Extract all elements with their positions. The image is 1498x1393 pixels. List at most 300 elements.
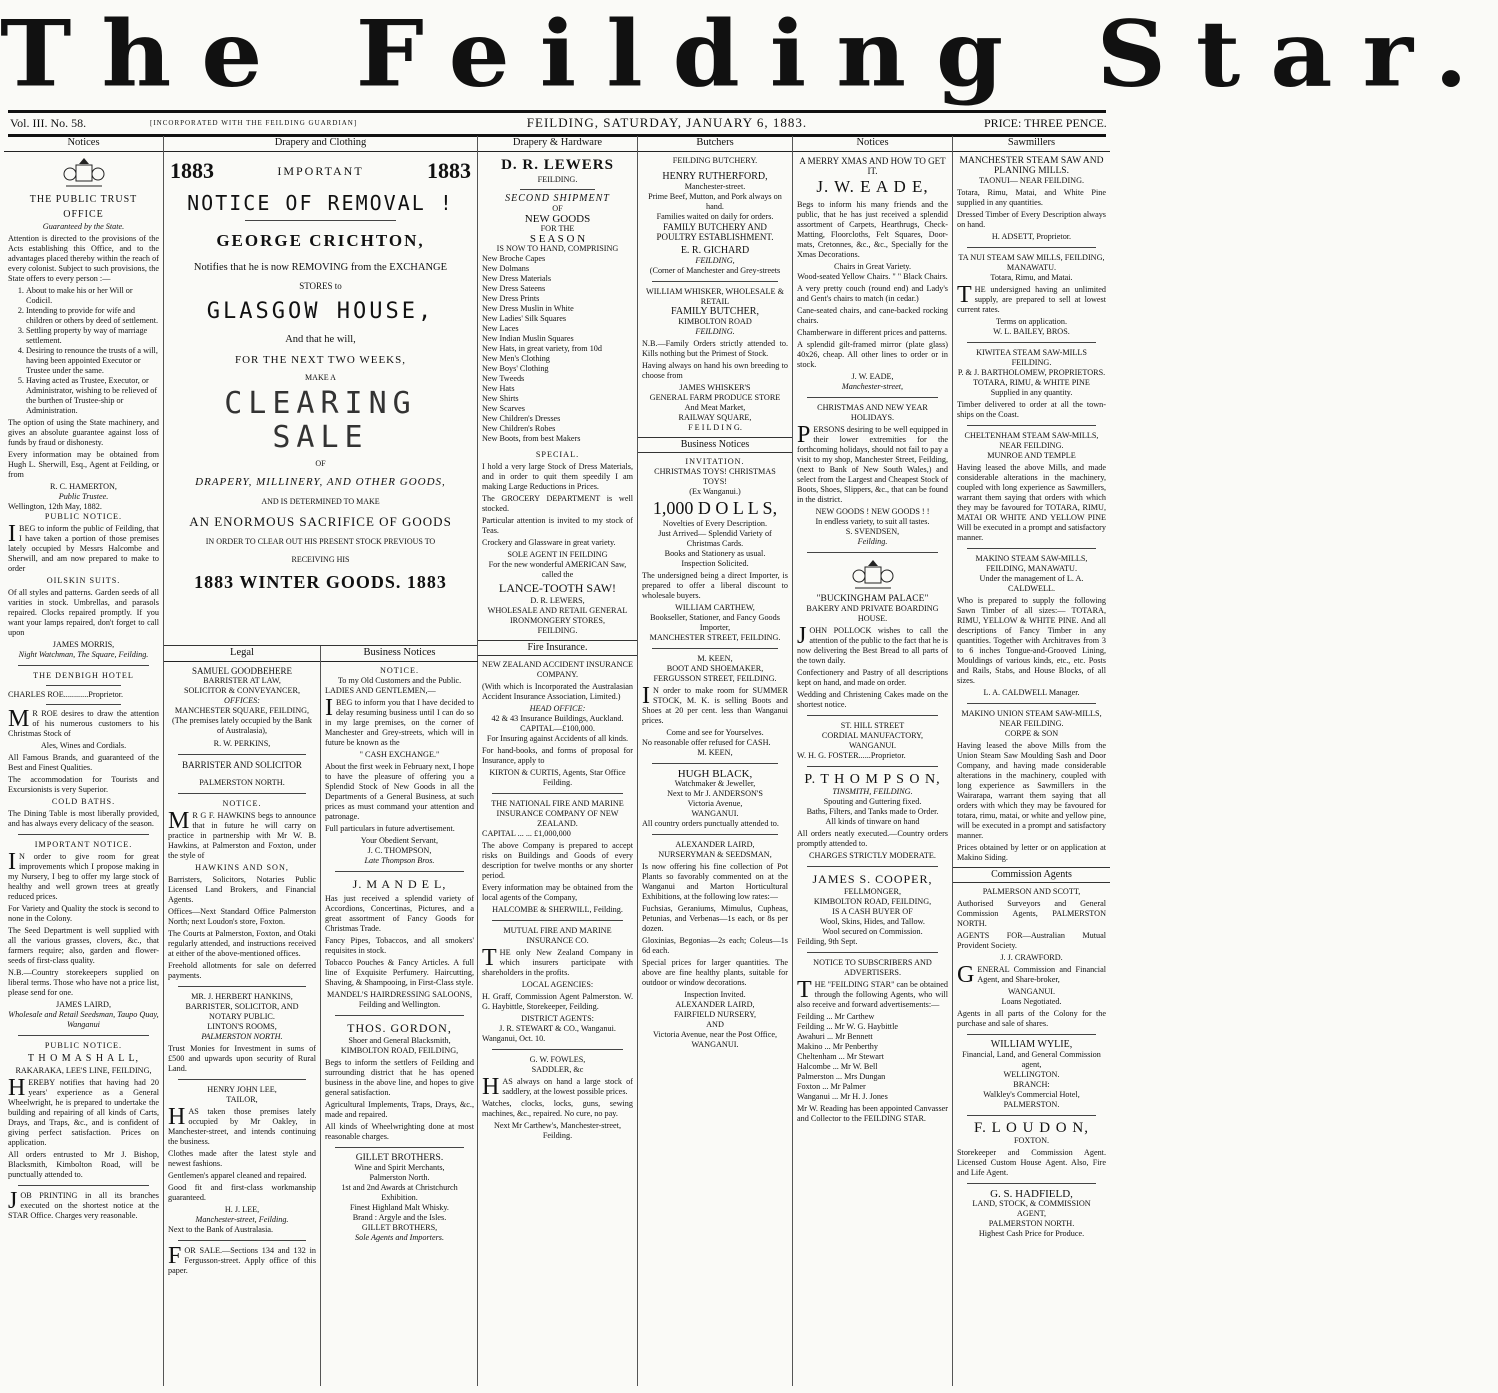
lee-next: Next to the Bank of Australasia. xyxy=(168,1225,274,1234)
receiving: RECEIVING HIS xyxy=(291,555,350,564)
dateline xyxy=(10,114,1107,132)
year-right: 1883 xyxy=(426,158,471,183)
kiwitea-timber: TOTARA, RIMU, & WHITE PINE xyxy=(973,378,1090,387)
mandel-name: J. M A N D E L, xyxy=(352,877,447,891)
hadfield-town: PALMERSTON NORTH. xyxy=(988,1219,1075,1228)
foster-proprietor: W. H. G. FOSTER......Proprietor. xyxy=(797,751,906,760)
hankins-title: BARRISTER, SOLICITOR, AND NOTARY PUBLIC. xyxy=(185,1002,299,1021)
subscribers-text: THE "FEILDING STAR" can be obtained through the following Agents, who will also receive and forward advertisements:— xyxy=(797,977,948,1009)
list-item: New Children's Dresses xyxy=(482,414,561,423)
invitation: INVITATION. xyxy=(685,457,745,466)
legal-section xyxy=(164,646,321,1386)
laird-signature-title: Wholesale and Retail Seedsman, Taupo Quay, Wanganui xyxy=(8,1010,159,1029)
wylie-text: Financial, Land, and General Commission agent, xyxy=(962,1050,1101,1069)
corpe-son: CORPE & SON xyxy=(1004,729,1059,738)
palmerson-text: Authorised Surveyors and General Commission Agents, PALMERSTON NORTH. xyxy=(957,899,1106,928)
christmas-toys: CHRISTMAS TOYS! CHRISTMAS TOYS! xyxy=(654,467,776,486)
hotel-ales: Ales, Wines and Cordials. xyxy=(40,741,127,750)
crichton-advert xyxy=(164,136,477,646)
hotel-proprietor: CHARLES ROE............Proprietor. xyxy=(8,690,124,699)
pollock-text: JOHN POLLOCK wishes to call the attention of the public to the fact that he is now delivering the Best Bread to all parts of the town daily. xyxy=(797,623,948,665)
public-notice-more: Of all styles and patterns. Garden seeds of all varities in stock. Umbrellas, and parasols repaired. Clocks repaired promptly. If you want your lamps repaired, don't forget to call upon xyxy=(8,588,159,637)
loudon-town: FOXTON. xyxy=(1013,1136,1050,1145)
laird-text: Is now offering his fine collection of Pot Plants so favorably commented on at the Wanganui and Marton Horticultural Exhibitions, at the following low rates:— xyxy=(642,862,788,901)
wedding-cakes: Wedding and Christening Cakes made on the shortest notice. xyxy=(797,690,948,709)
gordon-road: KIMBOLTON ROAD, FEILDING, xyxy=(340,1046,459,1055)
laird-address: Victoria Avenue, near the Post Office, xyxy=(652,1030,778,1039)
gordon-text: Begs to inform the settlers of Feilding and surrounding district that he has opened business in the above line, and hopes to give general satisfaction. xyxy=(325,1058,474,1097)
manchester-mills: MANCHESTER STEAM SAW AND PLANING MILLS. xyxy=(959,156,1104,176)
rutherford-street: Manchester-street. xyxy=(684,182,746,191)
of-label: OF xyxy=(552,204,563,213)
hotel-title: THE DENBIGH HOTEL xyxy=(33,671,134,680)
feilding-butchery: FEILDING BUTCHERY. xyxy=(672,156,758,165)
perkins-name: R. W. PERKINS, xyxy=(213,739,271,748)
masthead-rule xyxy=(8,110,1106,113)
manchester-location: TAONUI— NEAR FEILDING. xyxy=(978,176,1085,185)
makino-union-prices: Prices obtained by letter or on application at Makino Siding. xyxy=(957,843,1106,862)
pto-option: The option of using the State machinery, and gives an absolute guarantee against loss of funds by fraud or dishonesty. xyxy=(8,418,159,447)
cheltenham-mills: CHELTENHAM STEAM SAW-MILLS, NEAR FEILDING. xyxy=(964,431,1099,450)
gillet-wine: Wine and Spirit Merchants, xyxy=(354,1163,445,1172)
business-text-2: About the first week in February next, I hope to have the pleasure of offering you a Splendid Stock of New Goods in all the Departments of a General Business, at such prices as must command your attention and patronage. xyxy=(325,762,474,821)
hankins-trust: Trust Monies for Investment in sums of £500 and upwards upon security of Rural Land. xyxy=(168,1044,316,1073)
volume-number: Vol. III. No. 58. xyxy=(10,115,87,130)
thomas-hall-text: HEREBY notifies that having had 20 years' experience as a General Wheelwright, he is prepared to undertake the building and repairing of all kinds of Carts, Drays, and Traps, &c., and is confident of giving perfect satisfaction. Prices on application. xyxy=(8,1075,159,1147)
of-label: OF xyxy=(315,459,326,468)
list-item: New Shirts xyxy=(482,394,519,403)
year-left: 1883 xyxy=(170,158,214,183)
list-item: Wanganui ... Mr H. J. Jones xyxy=(797,1092,888,1101)
palmerson-scott: PALMERSON AND SCOTT, xyxy=(982,887,1081,896)
stores-to: STORES to xyxy=(299,281,342,291)
hotel-text: MR ROE desires to draw the attention of his numerous customers to his Christmas Stock of xyxy=(8,706,159,738)
black-avenue: Victoria Avenue, xyxy=(687,799,743,808)
sole-agent-2: For the new wonderful AMERICAN Saw, called the xyxy=(488,560,627,579)
gillet-awards: 1st and 2nd Awards at Christchurch Exhibition. xyxy=(341,1183,458,1202)
pto-list xyxy=(26,286,159,416)
laird-title: NURSERYMAN & SEEDSMAN, xyxy=(658,850,772,859)
gillet-name: GILLET BROTHERS. xyxy=(355,1153,444,1163)
tinsmith-title: TINSMITH, FEILDING. xyxy=(832,787,913,796)
carthew-name: WILLIAM CARTHEW, xyxy=(675,603,755,612)
list-item: New Hats xyxy=(482,384,515,393)
crawford-loans: Loans Negotiated. xyxy=(1001,997,1062,1006)
adsett-signature: H. ADSETT, Proprietor. xyxy=(991,232,1072,241)
pto-info: Every information may be obtained from Hugh L. Sherwill, Esq., Agent at Feilding, or from xyxy=(8,450,159,479)
eade-signature: J. W. EADE, xyxy=(851,372,894,381)
nz-accident-title: NEW ZEALAND ACCIDENT INSURANCE COMPANY. xyxy=(482,660,633,679)
gillet-brand: Brand : Argyle and the Isles. xyxy=(352,1213,447,1222)
newspaper-title: The Feilding Star. xyxy=(0,0,1498,108)
section-heading: Drapery & Hardware xyxy=(478,136,637,152)
enormous-sacrifice: AN ENORMOUS SACRIFICE OF GOODS xyxy=(189,514,452,529)
st-hill-street: ST. HILL STREET xyxy=(840,721,905,730)
fowles-title: SADDLER, &c xyxy=(531,1065,584,1074)
determined: AND IS DETERMINED TO MAKE xyxy=(261,497,380,506)
thompson-late: Late Thompson Bros. xyxy=(364,856,435,865)
nz-head-office: HEAD OFFICE: xyxy=(529,704,586,713)
issue-price: PRICE: THREE PENCE. xyxy=(984,115,1107,130)
fowles-name: G. W. FOWLES, xyxy=(529,1055,586,1064)
makino-text: Who is prepared to supply the following Sawn Timber of all sizes:— TOTARA, RIMU, YELLOW & WHITE PINE. And all descriptions of Fancy Timber in any quantities. Together with Architraves from 3 to 6 inches Tongue-and-Grooved Lining, Mouldings of various kinds, etc., etc. Posts and Rails, Stabs, and House Blocks, of all sizes. xyxy=(957,596,1106,685)
mutual-text: THE only New Zealand Company in which insurers participate with shareholders in the profits. xyxy=(482,945,633,977)
gichard-town: FEILDING, xyxy=(695,256,735,265)
nz-capital: CAPITAL—£100,000. xyxy=(520,724,595,733)
list-item: New Dress Sateens xyxy=(482,284,546,293)
hotel-accommodation: The accommodation for Tourists and Excursionists is very Superior. xyxy=(8,775,159,794)
hadfield-cash: Highest Cash Price for Produce. xyxy=(978,1229,1085,1238)
whisker-nb: N.B.—Family Orders strictly attended to. Kills nothing but the Primest of Stock. xyxy=(642,339,788,358)
list-item: New Broche Capes xyxy=(482,254,546,263)
public-notice-text: IBEG to inform the public of Feilding, that I have taken a portion of those premises lately occupied by Messrs Halcombe and Sherwill, and am now prepared to make to order xyxy=(8,521,159,573)
hadfield-text: LAND, STOCK, & COMMISSION AGENT, xyxy=(972,1199,1091,1218)
keen-refuse: No reasonable offer refused for CASH. xyxy=(642,738,771,747)
section-heading: Drapery and Clothing xyxy=(164,136,477,152)
gichard-corner: (Corner of Manchester and Grey-streets xyxy=(649,266,781,275)
hankins-rooms: LINTON'S ROOMS, xyxy=(207,1022,277,1031)
laird-gloxinias: Gloxinias, Begonias—2s each; Coleus—1s 6d each. xyxy=(642,936,788,955)
goodbehere-name: SAMUEL GOODBEHERE xyxy=(192,666,292,676)
pto-signature: R. C. HAMERTON, xyxy=(50,482,117,491)
gordon-agri: Agricultural Implements, Traps, Drays, &c., made and repaired. xyxy=(325,1100,474,1119)
black-title: Watchmaker & Jeweller, xyxy=(674,779,756,788)
pn-signature: JAMES MORRIS, xyxy=(52,640,115,649)
carthew-title: Bookseller, Stationer, and Fancy Goods Importer, xyxy=(650,613,780,632)
just-arrived: Just Arrived— Splendid Variety of Christmas Cards. xyxy=(658,529,772,548)
hawkins-courts: The Courts at Palmerston, Foxton, and Otaki regularly attended, and instructions received at either of the above-mentioned offices. xyxy=(168,929,316,958)
clear-out: IN ORDER TO CLEAR OUT HIS PRESENT STOCK PREVIOUS TO xyxy=(205,537,436,546)
black-name: HUGH BLACK, xyxy=(677,768,753,780)
whisker-having: Having always on hand his own breeding to choose from xyxy=(642,361,788,380)
drapery-line: DRAPERY, MILLINERY, AND OTHER GOODS, xyxy=(195,476,446,488)
fowles-watch: Watches, clocks, locks, guns, sewing machines, &c., repaired. No cure, no pay. xyxy=(482,1099,633,1118)
section-heading: Business Notices xyxy=(321,646,478,662)
cane: Cane-seated chairs, and cane-backed rocking chairs. xyxy=(797,306,948,325)
lewers-town: FEILDING. xyxy=(537,175,578,184)
farm-produce: GENERAL FARM PRODUCE STORE xyxy=(649,393,781,402)
pto-guarantee: Guaranteed by the State. xyxy=(42,222,125,231)
incorporated-note: [INCORPORATED WITH THE FEILDING GUARDIAN] xyxy=(150,119,358,127)
wool-skins: Wool, Skins, Hides, and Tallow. xyxy=(820,917,925,926)
goodbehere-solicitor: SOLICITOR & CONVEYANCER, xyxy=(183,686,301,695)
whisker-name: WILLIAM WHISKER, WHOLESALE & RETAIL xyxy=(646,287,784,306)
fowles-text: HAS always on hand a large stock of saddlery, at the lowest possible prices. xyxy=(482,1074,633,1100)
loudon-text: Storekeeper and Commission Agent. Licensed Custom House Agent. Also, Fire and Life Agent. xyxy=(957,1148,1106,1177)
important-seed: The Seed Department is well supplied with all the various grasses, clovers, &c., that farmers require; also, garden and flower-seeds of first-class quality. xyxy=(8,926,159,965)
crichton-name: GEORGE CRICHTON, xyxy=(216,231,425,250)
glasgow-house: GLASGOW HOUSE, xyxy=(206,299,435,324)
feilding-spaced: F E I L D I N G. xyxy=(688,423,742,432)
tanui-undersigned: THE undersigned having an unlimited supply, are prepared to sell at lowest current rates. xyxy=(957,282,1106,314)
important-nb: N.B.—Country storekeepers supplied on liberal terms. Those who have not a price list, please send for one. xyxy=(8,968,159,997)
crawford-agents: Agents in all parts of the Colony for the purchase and sale of shares. xyxy=(957,1009,1106,1028)
season: S E A S O N xyxy=(529,233,586,245)
black-orders: All country orders punctually attended to. xyxy=(642,819,779,828)
column-drapery-legal xyxy=(164,136,478,1386)
thompson-tinsmith: P. T H O M P S O N, xyxy=(804,772,941,787)
for-the: FOR THE xyxy=(540,224,575,233)
pto-text: Attention is directed to the provisions of the Acts establishing this Office, and to the advantages placed thereby within the reach of every colonist. Subject to such provisions, the State offers to every person :— xyxy=(8,234,159,283)
list-item: New Dolmans xyxy=(482,264,530,273)
national-agents: HALCOMBE & SHERWILL, Feilding. xyxy=(492,905,623,914)
pn-signature-title: Night Watchman, The Square, Feilding. xyxy=(18,650,149,659)
eade-street: Manchester-street, xyxy=(841,382,904,391)
list-item: Cheltenham ... Mr Stewart xyxy=(797,1052,884,1061)
column-notices xyxy=(4,136,164,1386)
mutual-agents: H. Graff, Commission Agent Palmerston. W. G. Haybittle, Storekeeper, Feilding. xyxy=(482,992,633,1011)
list-item: Makino ... Mr Penberthy xyxy=(797,1042,878,1051)
munroe-temple: MUNROE AND TEMPLE xyxy=(987,451,1076,460)
wylie-name: WILLIAM WYLIE, xyxy=(990,1039,1073,1050)
list-item: Halcombe ... Mr W. Bell xyxy=(797,1062,878,1071)
mutual-district-agents: J. R. STEWART & CO., Wanganui. xyxy=(499,1024,616,1033)
spouting: Spouting and Guttering fixed. xyxy=(823,797,922,806)
nz-for: For Insuring against Accidents of all kinds. xyxy=(486,734,629,743)
important-variety: For Variety and Quality the stock is second to none in the Colony. xyxy=(8,904,159,923)
list-item: 2. Intending to provide for wife and children or others by deed of settlement. xyxy=(26,306,159,326)
ex-wanganui: (Ex Wanganui.) xyxy=(689,487,741,496)
svendsen-town: Feilding. xyxy=(857,537,888,546)
kiwitea-delivered: Timber delivered to order at all the town-ships on the Coast. xyxy=(957,400,1106,419)
column-notices-2 xyxy=(793,136,953,1386)
laird-and: AND xyxy=(706,1020,724,1029)
laird-inspection: Inspection Invited. xyxy=(684,990,746,999)
goodbehere-premises: (The premises lately occupied by the Bank of Australasia), xyxy=(171,716,313,735)
nz-address: 42 & 43 Insurance Buildings, Auckland. xyxy=(491,714,624,723)
baths-text: The Dining Table is most liberally provided, and has always every delicacy of the season. xyxy=(8,809,159,828)
merry-xmas: A MERRY XMAS AND HOW TO GET IT. xyxy=(799,156,946,176)
gichard-name: E. R. GICHARD xyxy=(680,245,750,256)
loudon-name: F. L O U D O N, xyxy=(974,1120,1089,1136)
bailey-signature: W. L. BAILEY, BROS. xyxy=(993,327,1070,336)
sole-agent: SOLE AGENT IN FEILDING xyxy=(507,550,608,559)
gordon-name: THOS. GORDON, xyxy=(347,1021,452,1035)
families: Families waited on daily for orders. xyxy=(656,212,774,221)
list-item: 4. Desiring to renounce the trusts of a will, having been appointed Executor or Trustee under the same. xyxy=(26,346,159,376)
list-item: New Men's Clothing xyxy=(482,354,550,363)
goodbehere-offices: OFFICES: xyxy=(224,696,260,705)
mutual-local: LOCAL AGENCIES: xyxy=(521,980,594,989)
james-whisker: JAMES WHISKER'S xyxy=(679,383,751,392)
family-butchery: FAMILY BUTCHERY AND POULTRY ESTABLISHMENT. xyxy=(656,222,774,242)
obedient: Your Obedient Servant, xyxy=(360,836,439,845)
makino-union-mills: MAKINO UNION STEAM SAW-MILLS, NEAR FEILDING. xyxy=(961,709,1102,728)
makino-mills: MAKINO STEAM SAW-MILLS, FEILDING, MANAWATU. xyxy=(975,554,1088,573)
public-notice-title: PUBLIC NOTICE. xyxy=(44,512,123,521)
winter-goods: 1883 WINTER GOODS. 1883 xyxy=(194,572,447,592)
mandel-pipes: Fancy Pipes, Tobaccos, and all smokers' requisites in stock. xyxy=(325,936,474,955)
fowles-next: Next Mr Carthew's, Manchester-street, Feilding. xyxy=(493,1121,622,1140)
lee-name: HENRY JOHN LEE, xyxy=(207,1085,277,1094)
inspection: Inspection Solicited. xyxy=(681,559,749,568)
nz-agents: KIRTON & CURTIS, Agents, Star Office Feilding. xyxy=(489,768,626,787)
cordial-manufactory: CORDIAL MANUFACTORY, xyxy=(821,731,924,740)
perkins-title: BARRISTER AND SOLICITOR xyxy=(182,760,302,770)
list-item: Foxton ... Mr Palmer xyxy=(797,1082,866,1091)
keen-signature: M. KEEN, xyxy=(697,748,733,757)
laird-signature: JAMES LAIRD, xyxy=(55,1000,112,1009)
rutherford-name: HENRY RUTHERFORD, xyxy=(662,171,768,182)
public-notice-2-title: PUBLIC NOTICE. xyxy=(44,1041,123,1050)
chairs: Chairs in Great Variety. xyxy=(833,262,912,271)
dolls: 1,000 D O L L S, xyxy=(652,498,778,518)
list-item: 5. Having acted as Trustee, Executor, or Administrator, wishing to be relieved of the burthen of Trustee-ship or Administration. xyxy=(26,376,159,416)
couch: A very pretty couch (round end) and Lady's and Gent's chairs to match (in cedar.) xyxy=(797,284,948,303)
special-text: I hold a very large Stock of Dress Materials, and in order to quit them speedily I am making Large Reductions in Prices. xyxy=(482,462,633,491)
laird-signature: ALEXANDER LAIRD, xyxy=(675,1000,755,1009)
cooper-road: KIMBOLTON ROAD, FEILDING, xyxy=(813,897,932,906)
mutual-title: MUTUAL FIRE AND MARINE INSURANCE CO. xyxy=(503,926,612,945)
list-item: Palmerston ... Mrs Dungan xyxy=(797,1072,886,1081)
attention: Particular attention is invited to my stock of Teas. xyxy=(482,516,633,535)
list-item: New Boys' Clothing xyxy=(482,364,549,373)
manchester-dressed: Dressed Timber of Every Description always on hand. xyxy=(957,210,1106,229)
wool-commission: Wool secured on Commission. xyxy=(822,927,923,936)
thomas-hall-orders: All orders entrusted to Mr J. Bishop, Blacksmith, Kimbolton Road, will be punctually attended to. xyxy=(8,1150,159,1179)
for-sale: FOR SALE.—Sections 134 and 132 in Fergusson-street. Apply office of this paper. xyxy=(168,1243,316,1275)
list-item: 1. About to make his or her Will or Codicil. xyxy=(26,286,159,306)
notifies-text: Notifies that he is now REMOVING from the EXCHANGE xyxy=(193,262,448,273)
national-info: Every information may be obtained from the local agents of the Company, xyxy=(482,883,633,902)
eade-text: Begs to inform his many friends and the public, that he has just received a splendid assortment of Carpets, Hearthrugs, Check-Matting, Floorcloths, Felt Squares, Door-mats, Cretonnes, &c., &c., Specially for the Xmas Decorations. xyxy=(797,200,948,259)
important-notice-text: IN order to give room for great improvements which I propose making in my Nursery, I beg to offer my large stock of healthy and well grown trees at greatly reduced prices. xyxy=(8,849,159,901)
subscribers-notice: NOTICE TO SUBSCRIBERS AND ADVERTISERS. xyxy=(813,958,932,977)
masthead xyxy=(0,0,1498,108)
lee-signature: H. J. LEE, xyxy=(224,1205,260,1214)
wylie-branch: BRANCH: xyxy=(1013,1080,1050,1089)
hawkins-son: HAWKINS AND SON, xyxy=(195,863,289,872)
lewers-stores: WHOLESALE AND RETAIL GENERAL IRONMONGERY STORES, xyxy=(487,606,628,625)
list-item: New Children's Robes xyxy=(482,424,556,433)
whisker-town: FEILDING. xyxy=(695,327,735,336)
wood-chairs: Wood-seated Yellow Chairs. " " Black Chairs. xyxy=(797,272,948,281)
goodbehere-bar: BARRISTER AT LAW, xyxy=(203,676,281,685)
fairfield-nursery: FAIRFIELD NURSERY, xyxy=(673,1010,757,1019)
nz-handbooks: For hand-books, and forms of proposal for Insurance, apply to xyxy=(482,746,633,765)
manchester-text: Totara, Rimu, Matai, and White Pine supplied in any quantities. xyxy=(957,188,1106,207)
hawkins-offices: Offices—Next Standard Office Palmerston North; next Loudon's store, Foxton. xyxy=(168,907,316,926)
important-label: IMPORTANT xyxy=(277,164,364,178)
list-item: Feilding ... Mr W. G. Haybittle xyxy=(797,1022,898,1031)
hadfield-name: G. S. HADFIELD, xyxy=(990,1188,1073,1200)
removal-title: NOTICE OF REMOVAL ! xyxy=(187,191,454,215)
whisker-road: KIMBOLTON ROAD xyxy=(678,317,752,326)
railway-square: RAILWAY SQUARE, xyxy=(678,413,752,422)
hawkins-freehold: Freehold allotments for sale on deferred payments. xyxy=(168,961,316,980)
pto-title: THE PUBLIC TRUST OFFICE xyxy=(29,194,138,220)
business-ladies: LADIES AND GENTLEMEN,— xyxy=(325,686,436,695)
agents-list xyxy=(797,1012,948,1102)
lee-clothes: Clothes made after the latest style and newest fashions. xyxy=(168,1149,316,1168)
cooper-name: JAMES S. COOPER, xyxy=(812,872,933,886)
column-sawmillers xyxy=(953,136,1110,1386)
column-butchers xyxy=(638,136,793,1386)
lewers-signature: D. R. LEWERS, xyxy=(530,596,585,605)
business-text: IBEG to inform you that I have decided to delay resuming business until I can do so in my large premises, on the corner of Manchester and Grey-streets, which will in future be known as the xyxy=(325,695,474,747)
laird-fuchsias: Fuchsias, Geraniums, Mimulus, Cupheas, Petunias, and Verbenas—1s each, or 8s per dozen. xyxy=(642,904,788,933)
section-heading: Notices xyxy=(793,136,952,152)
section-heading: Butchers xyxy=(638,136,792,152)
reading-canvasser: Mr W. Reading has been appointed Canvasser and Collector to the FEILDING STAR. xyxy=(797,1104,948,1123)
buckingham-palace: "BUCKINGHAM PALACE" xyxy=(816,594,929,604)
cash-exchange: " CASH EXCHANGE." xyxy=(359,750,440,759)
commission-agents-heading: Commission Agents xyxy=(953,867,1110,883)
whisker-family-butcher: FAMILY BUTCHER, xyxy=(671,306,759,317)
cheltenham-text: Having leased the above Mills, and made considerable alterations in the machinery, coupled with long experience as Sawmillers, warrant them saying that orders with which they may be favoured for TOTARA, RIMU, MATAI OR WHITE AND YELLOW PINE Will be executed in a prompt and satisfactory manner. xyxy=(957,463,1106,542)
lewers-town-2: FEILDING. xyxy=(537,626,578,635)
gillet-signature: GILLET BROTHERS, xyxy=(361,1223,438,1232)
wanganui: WANGANUI. xyxy=(848,741,897,750)
kiwitea-proprietors: P. & J. BARTHOLOMEW, PROPRIETORS. xyxy=(957,368,1106,377)
oilskin-suits: OILSKIN SUITS. xyxy=(46,576,121,585)
mirror: A splendid gilt-framed mirror (plate glass) 40x26, cheap. All other lines to order or in stock. xyxy=(797,340,948,369)
business-notice: NOTICE. xyxy=(379,666,420,675)
thomas-hall-name: T H O M A S H A L L, xyxy=(27,1053,140,1064)
laird-name: ALEXANDER LAIRD, xyxy=(675,840,755,849)
mandel-tobacco: Tobacco Pouches & Fancy Articles. A full line of Exquisite Perfumery. Haircutting, Shaving, & Shampooing, in First-Class style. xyxy=(325,958,474,987)
lee-text: HAS taken those premises lately occupied by Mr Oakley, in Manchester-street, and intends continuing the business. xyxy=(168,1104,316,1146)
royal-crest-icon xyxy=(850,558,896,592)
svendsen-name: S. SVENDSEN, xyxy=(845,527,900,536)
endless-variety: In endless variety, to suit all tastes. xyxy=(815,517,930,526)
mandel-text: Has just received a splendid variety of Accordions, Concertinas, Pictures, and a great assortment of Fancy Goods for Christmas Trade. xyxy=(325,894,474,933)
holidays: CHRISTMAS AND NEW YEAR HOLIDAYS. xyxy=(817,403,928,422)
clearing-sale: CLEARING SALE xyxy=(224,386,417,455)
cash-buyer: IS A CASH BUYER OF xyxy=(832,907,913,916)
pto-signature-title: Public Trustee. xyxy=(58,492,109,501)
tinware: All kinds of tinware on hand xyxy=(825,817,920,826)
crawford-town: WANGANUI. xyxy=(1007,987,1056,996)
pto-date: Wellington, 12th May, 1882. xyxy=(8,502,102,511)
goodbehere-location: MANCHESTER SQUARE, FEILDING, xyxy=(174,706,310,715)
thomas-hall-address: RAKARAKA, LEE'S LINE, FEILDING, xyxy=(15,1066,152,1075)
black-next: Next to Mr J. ANDERSON'S xyxy=(667,789,763,798)
wylie-hotel: Walkley's Commercial Hotel, PALMERSTON. xyxy=(983,1090,1080,1109)
business-to: To my Old Customers and the Public. xyxy=(337,676,462,685)
lee-fit: Good fit and first-class workmanship guaranteed. xyxy=(168,1183,316,1202)
wylie-town: WELLINGTON. xyxy=(1003,1070,1060,1079)
nz-accident-text: (With which is Incorporated the Australasian Accident Insurance Association, Limited.) xyxy=(482,682,633,701)
section-heading: Sawmillers xyxy=(953,136,1110,152)
royal-crest-icon xyxy=(61,156,107,190)
goods-list xyxy=(482,254,633,444)
mutual-district: DISTRICT AGENTS: xyxy=(521,1014,594,1023)
tanui-mills: TA NUI STEAM SAW MILLS, FEILDING, MANAWATU. xyxy=(958,253,1105,272)
gordon-title: Shoer and General Blacksmith, xyxy=(348,1036,451,1045)
hawkins-text: MR G F. HAWKINS begs to announce that in future he will carry on practice in partnership with Mr W. B. Hawkins, at Palmerston and Foxton, under the style of xyxy=(168,808,316,860)
now-to-hand: IS NOW TO HAND, COMPRISING xyxy=(496,244,619,253)
carthew-street: MANCHESTER STREET, FEILDING. xyxy=(649,633,781,642)
new-goods: NEW GOODS ! NEW GOODS ! ! xyxy=(815,507,930,516)
makino-union-text: Having leased the above Mills from the Union Steam Saw Moulding Sash and Door Company, and having made considerable alterations in the machinery, coupled with long experience as Sawmillers in the Wairarapa, warrant them saying that all orders with which they may be favoured for totara, rimu, matai, or white and yellow pine, will be executed in a prompt and satisfactory manner. xyxy=(957,741,1106,840)
business-notices-heading: Business Notices xyxy=(638,437,792,453)
gillet-importers: Sole Agents and Importers. xyxy=(355,1233,444,1242)
and-that: And that he will, xyxy=(285,334,356,345)
lee-tailor: TAILOR, xyxy=(226,1095,258,1104)
undersigned: The undersigned being a direct Importer, is prepared to offer a liberal discount to wholesale buyers. xyxy=(642,571,788,600)
mutual-date: Wanganui, Oct. 10. xyxy=(482,1034,546,1043)
cooper-date: Feilding, 9th Sept. xyxy=(797,937,858,946)
mandel-saloons: MANDEL'S HAIRDRESSING SALOONS, Feilding and Wellington. xyxy=(327,990,472,1009)
black-town: WANGANUI. xyxy=(691,809,739,818)
column-drapery-hardware xyxy=(478,136,638,1386)
section-heading: Notices xyxy=(4,136,163,152)
baths-filters: Baths, Filters, and Tanks made to Order. xyxy=(806,807,939,816)
confectionery: Confectionery and Pastry of all descriptions kept on hand, and made on order. xyxy=(797,668,948,687)
books: Books and Stationery as usual. xyxy=(664,549,766,558)
list-item: Awahuri ... Mr Bennett xyxy=(797,1032,873,1041)
